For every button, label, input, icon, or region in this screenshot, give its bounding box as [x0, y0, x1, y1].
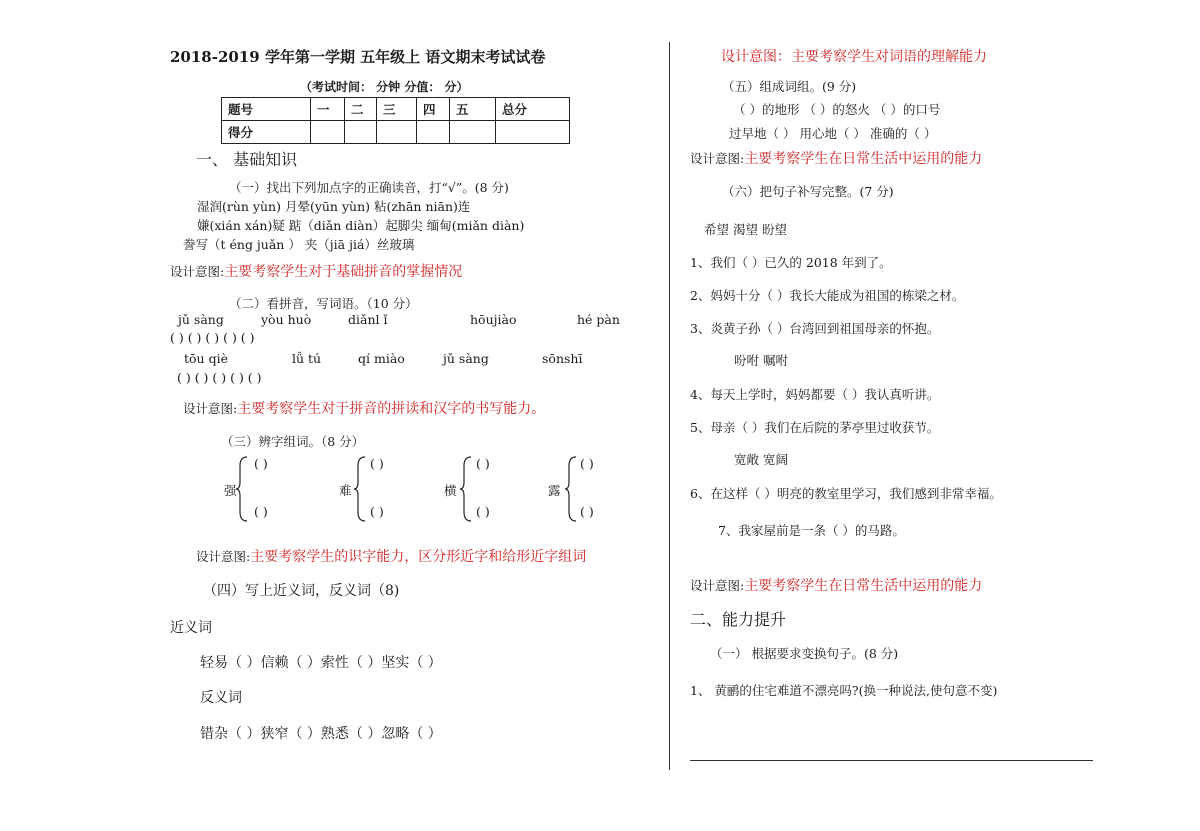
table-cell: 总分 [496, 98, 570, 121]
score-table [221, 97, 570, 144]
part2-sub: （一） 根据要求变换句子。(8 分) [710, 646, 899, 661]
pinyin: jǔ sàng [443, 351, 489, 366]
exam-info: （考试时间： 分钟 分值： 分） [300, 80, 469, 94]
answer-blank[interactable]: ( ) [580, 504, 594, 519]
design-intent: 主要考察学生对于基础拼音的掌握情况 [224, 264, 463, 280]
design-intent: 主要考察学生在日常生活中运用的能力 [744, 151, 983, 167]
sentence[interactable]: 4、每天上学时，妈妈都要（ ）我认真听讲。 [690, 387, 940, 402]
column-divider [669, 42, 670, 770]
pinyin: yòu huò [261, 312, 312, 327]
q1-line: 嫌(xián xán)疑 踮（diǎn diàn）起脚尖 缅甸(miǎn diàn) [197, 218, 525, 233]
answer-blanks[interactable]: ( ) ( ) ( ) ( ) ( ) [177, 370, 262, 385]
pinyin: diǎnl ǐ [348, 312, 388, 327]
sentence[interactable]: 1、我们（ ）已久的 2018 年到了。 [690, 255, 892, 270]
word-choices: 希望 渴望 盼望 [704, 222, 787, 237]
score-input-cell[interactable] [345, 121, 377, 144]
brace-icon [565, 456, 577, 522]
word-choices: 宽敞 宽阔 [734, 452, 788, 467]
word-choices: 吩咐 嘱咐 [734, 353, 788, 368]
synonym-label: 近义词 [170, 620, 212, 636]
intent-label: 设计意图: [183, 401, 238, 416]
part2-question: 1、 黄鹂的住宅难道不漂亮吗?(换一种说法,使句意不变) [690, 683, 998, 698]
q3-char: 难 [339, 483, 352, 498]
answer-blank[interactable]: ( ) [254, 456, 268, 471]
table-cell: 二 [345, 98, 377, 121]
table-cell: 五 [450, 98, 496, 121]
pinyin: tōu qiè [184, 351, 228, 366]
table-cell: 题号 [222, 98, 311, 121]
pinyin: qí miào [358, 351, 405, 366]
table-row [222, 121, 570, 144]
q5-prompt: （五）组成词组。(9 分) [722, 79, 857, 94]
q4-prompt: （四）写上近义词，反义词（8) [203, 583, 400, 599]
q2-prompt: （二）看拼音，写词语。（10 分） [229, 296, 418, 311]
table-cell: 三 [377, 98, 417, 121]
exam-title: 2018-2019 学年第一学期 五年级上 语文期末考试试卷 [170, 48, 546, 66]
synonym-items[interactable]: 轻易（ ）信赖（ ）索性（ ）坚实（ ） [200, 655, 442, 671]
antonym-items[interactable]: 错杂（ ）狭窄（ ）熟悉（ ）忽略（ ） [200, 726, 442, 742]
intent-label: 设计意图: [170, 264, 225, 279]
sentence[interactable]: 2、妈妈十分（ ）我长大能成为祖国的栋梁之材。 [690, 288, 965, 303]
design-intent: 设计意图：主要考察学生对词语的理解能力 [721, 49, 987, 65]
sentence[interactable]: 6、在这样（ ）明亮的教室里学习，我们感到非常幸福。 [690, 486, 1002, 501]
intent-label: 设计意图: [690, 578, 745, 593]
score-input-cell[interactable] [417, 121, 450, 144]
table-cell: 得分 [222, 121, 311, 144]
answer-blank[interactable]: ( ) [370, 504, 384, 519]
brace-icon [460, 456, 472, 522]
design-intent: 主要考察学生对于拼音的拼读和汉字的书写能力。 [237, 401, 546, 417]
answer-line[interactable] [690, 760, 1093, 761]
part2-heading: 二、能力提升 [690, 610, 787, 629]
q5-row[interactable]: 过早地（ ） 用心地（ ） 准确的（ ） [729, 126, 937, 141]
pinyin: lǚ tú [292, 351, 322, 366]
sentence[interactable]: 7、我家屋前是一条（ ）的马路。 [718, 523, 905, 538]
design-intent: 主要考察学生在日常生活中运用的能力 [744, 578, 983, 594]
score-input-cell[interactable] [377, 121, 417, 144]
answer-blank[interactable]: ( ) [580, 456, 594, 471]
antonym-label: 反义词 [200, 690, 242, 706]
design-intent: 主要考察学生的识字能力，区分形近字和给形近字组词 [250, 549, 587, 565]
q3-char: 露 [548, 483, 561, 498]
q3-char: 横 [444, 483, 457, 498]
part1-heading: 一、 基础知识 [196, 150, 298, 169]
intent-label: 设计意图: [690, 151, 745, 166]
sentence[interactable]: 5、母亲（ ）我们在后院的茅亭里过收获节。 [690, 420, 940, 435]
q5-row[interactable]: （ ）的地形 （ ）的怒火 （ ）的口号 [733, 102, 941, 117]
sentence[interactable]: 3、炎黄子孙（ ）台湾回到祖国母亲的怀抱。 [690, 321, 940, 336]
answer-blank[interactable]: ( ) [476, 456, 490, 471]
score-input-cell[interactable] [311, 121, 345, 144]
answer-blank[interactable]: ( ) [476, 504, 490, 519]
pinyin: hé pàn [577, 312, 620, 327]
q3-char: 强 [224, 483, 237, 498]
pinyin: jǔ sàng [178, 312, 224, 327]
pinyin: hōujiào [470, 312, 517, 327]
score-input-cell[interactable] [496, 121, 570, 144]
answer-blank[interactable]: ( ) [254, 504, 268, 519]
answer-blank[interactable]: ( ) [370, 456, 384, 471]
pinyin: sōnshī [542, 351, 583, 366]
intent-label: 设计意图: [196, 549, 251, 564]
brace-icon [354, 456, 366, 522]
brace-icon [236, 456, 248, 522]
score-input-cell[interactable] [450, 121, 496, 144]
q1-line: 誊写（t éng juǎn ） 夹（jiā jiá）丝玻璃 [183, 237, 415, 252]
table-cell: 一 [311, 98, 345, 121]
q3-prompt: （三）辨字组词。（8 分） [221, 434, 365, 449]
table-row [222, 98, 570, 121]
q6-prompt: （六）把句子补写完整。(7 分) [722, 184, 894, 199]
q1-prompt: （一）找出下列加点字的正确读音，打“√”。(8 分) [229, 180, 509, 195]
answer-blanks[interactable]: ( ) ( ) ( ) ( ) ( ) [170, 330, 255, 345]
q1-line: 湿润(rùn yùn) 月晕(yūn yùn) 粘(zhān niān)连 [197, 199, 471, 214]
table-cell: 四 [417, 98, 450, 121]
